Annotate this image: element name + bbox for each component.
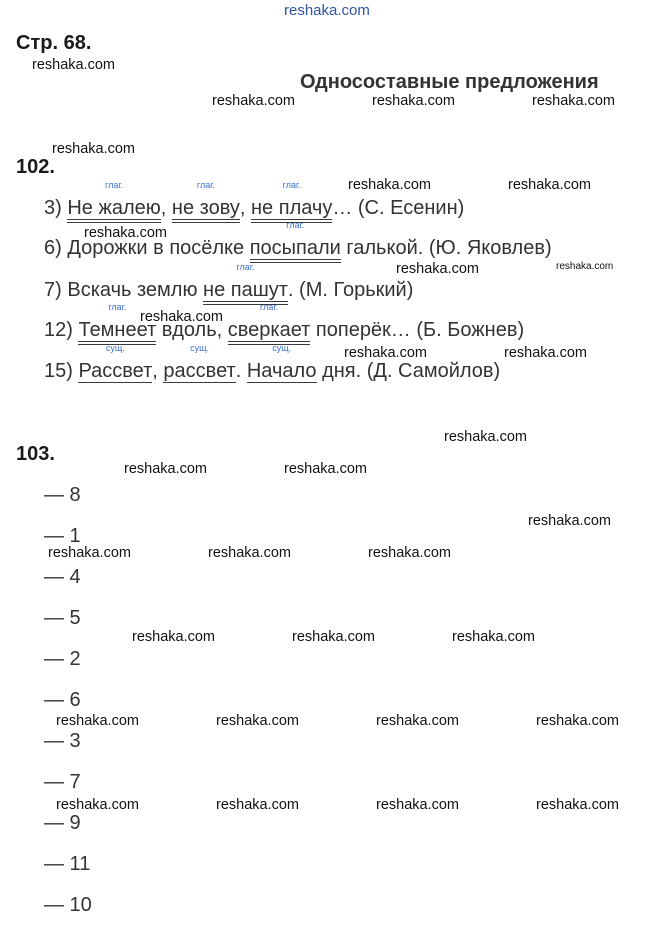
predicate bbox=[67, 180, 161, 220]
predicate bbox=[249, 220, 341, 260]
predicate-text: посыпали bbox=[250, 237, 341, 263]
watermark: reshaka.com bbox=[556, 261, 614, 272]
watermark: reshaka.com bbox=[284, 461, 368, 477]
predicate bbox=[227, 302, 311, 342]
answer-item: — 9 bbox=[44, 812, 81, 834]
watermark: reshaka.com bbox=[368, 545, 452, 561]
watermark: reshaka.com bbox=[452, 629, 536, 645]
watermark: reshaka.com bbox=[532, 93, 616, 109]
watermark: reshaka.com bbox=[216, 797, 300, 813]
section-title: Односоставные предложения bbox=[300, 71, 599, 93]
sentence-text: Дорожки в посёлке bbox=[67, 237, 245, 259]
punctuation: , bbox=[152, 360, 158, 382]
punctuation: . bbox=[235, 360, 242, 382]
sentence-text: вдоль, bbox=[161, 319, 223, 341]
pos-tag: глаг. bbox=[108, 302, 127, 312]
predicate-text: не зову bbox=[172, 197, 240, 223]
watermark: reshaka.com bbox=[508, 177, 592, 193]
predicate-text: не пашут bbox=[203, 279, 288, 305]
watermark: reshaka.com bbox=[536, 797, 620, 813]
predicate bbox=[203, 262, 288, 302]
pos-tag: глаг. bbox=[196, 180, 215, 190]
watermark: reshaka.com bbox=[292, 629, 376, 645]
predicate-text: не плачу bbox=[251, 197, 332, 223]
watermark: reshaka.com bbox=[140, 309, 224, 325]
watermark: reshaka.com bbox=[344, 345, 428, 361]
site-watermark-top[interactable]: reshaka.com bbox=[284, 2, 370, 19]
pos-tag: глаг. bbox=[236, 262, 255, 272]
sentence-tail: дня. (Д. Самойлов) bbox=[322, 360, 501, 382]
watermark: reshaka.com bbox=[84, 225, 168, 241]
answer-item: — 5 bbox=[44, 607, 81, 629]
watermark: reshaka.com bbox=[208, 545, 292, 561]
watermark: reshaka.com bbox=[528, 513, 612, 529]
watermark: reshaka.com bbox=[56, 797, 140, 813]
answer-item: — 6 bbox=[44, 689, 81, 711]
watermark: reshaka.com bbox=[504, 345, 588, 361]
answer-item: — 10 bbox=[44, 894, 92, 916]
page-reference: Стр. 68. bbox=[16, 32, 92, 54]
sentence-number: 7) bbox=[44, 279, 62, 301]
pos-tag: сущ. bbox=[272, 343, 292, 353]
answer-item: — 3 bbox=[44, 730, 81, 752]
sentence-tail: . (М. Горький) bbox=[287, 279, 414, 301]
answer-item: — 7 bbox=[44, 771, 81, 793]
predicate bbox=[251, 180, 333, 220]
watermark: reshaka.com bbox=[48, 545, 132, 561]
sentence-7 bbox=[44, 262, 414, 302]
subject bbox=[78, 343, 153, 383]
pos-tag: глаг. bbox=[286, 220, 305, 230]
predicate-text: Темнеет bbox=[78, 319, 156, 345]
pos-tag: сущ. bbox=[190, 343, 209, 353]
predicate-text: Не жалею bbox=[67, 197, 160, 223]
punctuation: , bbox=[160, 197, 167, 219]
watermark: reshaka.com bbox=[376, 797, 460, 813]
sentence-tail: поперёк… (Б. Божнев) bbox=[315, 319, 525, 341]
sentence-text: Вскачь землю bbox=[67, 279, 198, 301]
watermark: reshaka.com bbox=[536, 713, 620, 729]
sentence-number: 15) bbox=[44, 360, 73, 382]
subject bbox=[246, 343, 317, 383]
watermark: reshaka.com bbox=[348, 177, 432, 193]
pos-tag: глаг. bbox=[260, 302, 279, 312]
watermark: reshaka.com bbox=[372, 93, 456, 109]
sentence-number: 12) bbox=[44, 319, 73, 341]
watermark: reshaka.com bbox=[132, 629, 216, 645]
sentence-number: 6) bbox=[44, 237, 62, 259]
answer-item: — 8 bbox=[44, 484, 81, 506]
subject-text: Начало bbox=[246, 360, 317, 382]
answer-item: — 4 bbox=[44, 566, 81, 588]
watermark: reshaka.com bbox=[52, 141, 136, 157]
pos-tag: глаг. bbox=[282, 180, 301, 190]
watermark: reshaka.com bbox=[216, 713, 300, 729]
answer-item: — 11 bbox=[44, 853, 91, 875]
pos-tag: сущ. bbox=[105, 343, 125, 353]
watermark: reshaka.com bbox=[376, 713, 460, 729]
answer-item: — 2 bbox=[44, 648, 81, 670]
exercise-103-number: 103. bbox=[16, 443, 55, 465]
answer-item: — 1 bbox=[44, 525, 81, 547]
watermark: reshaka.com bbox=[444, 429, 528, 445]
predicate bbox=[171, 180, 240, 220]
exercise-102-number: 102. bbox=[16, 156, 55, 178]
subject-text: Рассвет bbox=[78, 360, 153, 382]
subject bbox=[163, 343, 236, 383]
predicate-text: сверкает bbox=[228, 319, 311, 345]
subject-text: рассвет bbox=[163, 360, 236, 382]
watermark: reshaka.com bbox=[396, 261, 480, 277]
watermark: reshaka.com bbox=[32, 57, 116, 73]
sentence-number: 3) bbox=[44, 197, 62, 219]
sentence-tail: … (С. Есенин) bbox=[332, 197, 465, 219]
pos-tag: глаг. bbox=[105, 180, 124, 190]
punctuation: , bbox=[239, 197, 246, 219]
watermark: reshaka.com bbox=[124, 461, 208, 477]
watermark: reshaka.com bbox=[212, 93, 296, 109]
watermark: reshaka.com bbox=[56, 713, 140, 729]
sentence-tail: галькой. (Ю. Яковлев) bbox=[346, 237, 552, 259]
